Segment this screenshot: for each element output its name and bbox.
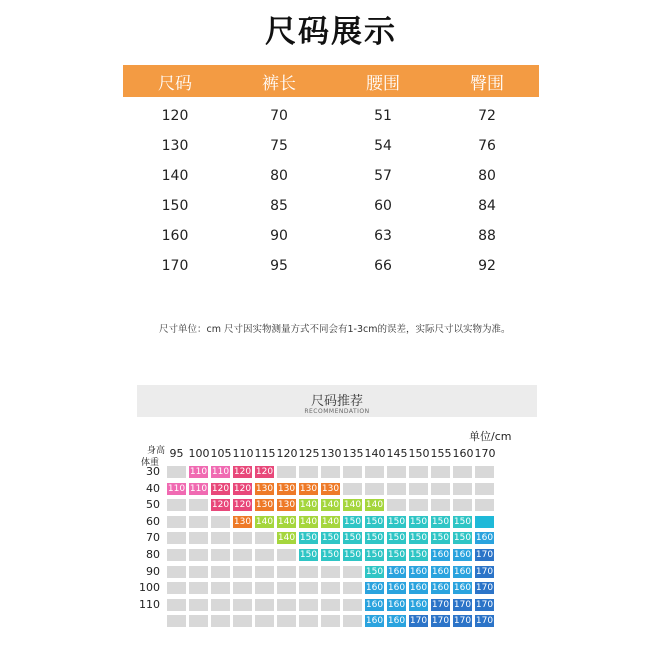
size-cell: 160	[453, 583, 472, 594]
size-cell: 120	[211, 500, 230, 511]
weight-label: 50	[146, 498, 160, 512]
size-cell: 150	[409, 533, 428, 544]
size-cell: 130	[277, 483, 296, 494]
empty-cell	[189, 549, 208, 561]
height-header: 170	[474, 447, 496, 460]
size-cell: 170	[475, 599, 494, 610]
size-cell: 130	[299, 483, 318, 494]
empty-cell	[277, 466, 296, 478]
size-cell: 150	[343, 533, 362, 544]
height-header: 110	[232, 447, 254, 460]
height-header: 100	[188, 447, 210, 460]
empty-cell	[299, 566, 318, 578]
weight-label: 30	[146, 465, 160, 478]
size-cell: 170	[453, 599, 472, 610]
empty-cell	[365, 483, 384, 495]
height-header: 95	[169, 447, 184, 460]
size-cell: 140	[277, 533, 296, 544]
size-cell: 160	[431, 583, 450, 594]
table-cell: 72	[478, 108, 496, 124]
size-cell: 160	[409, 583, 428, 594]
size-cell: 150	[365, 533, 384, 544]
size-cell: 140	[343, 500, 362, 511]
empty-cell	[211, 516, 230, 528]
table-cell: 88	[478, 228, 496, 244]
recommend-subtitle: RECOMMENDATION	[304, 408, 370, 415]
size-cell: 150	[321, 533, 340, 544]
empty-cell	[189, 615, 208, 627]
height-header: 140	[364, 447, 386, 460]
size-cell: 150	[299, 550, 318, 560]
size-cell: 110	[189, 467, 208, 477]
empty-cell	[277, 566, 296, 578]
size-cell: 170	[409, 616, 428, 627]
size-cell: 140	[321, 516, 340, 527]
table-cell: 80	[478, 168, 496, 184]
size-cell: 150	[365, 566, 384, 577]
size-cell: 150	[343, 516, 362, 527]
header-waist: 腰围	[331, 65, 435, 97]
table-cell: 75	[270, 138, 288, 154]
size-cell: 110	[211, 467, 230, 477]
table-row	[123, 97, 539, 131]
empty-cell	[299, 466, 318, 478]
size-cell: 160	[409, 599, 428, 610]
size-note: 尺寸单位：cm 尺寸因实物测量方式不同会有1-3cm的误差，实际尺寸以实物为准。	[159, 324, 511, 335]
corner-weight-label: 体重	[141, 458, 160, 468]
table-cell: 84	[478, 198, 496, 214]
table-cell: 85	[270, 198, 288, 214]
table-row	[123, 221, 539, 251]
table-cell: 80	[270, 168, 288, 184]
empty-cell	[453, 466, 472, 478]
empty-cell	[343, 483, 362, 495]
table-row	[123, 161, 539, 191]
table-cell: 130	[161, 138, 189, 154]
size-cell: 150	[387, 516, 406, 527]
empty-cell	[255, 549, 274, 561]
size-cell: 170	[475, 583, 494, 594]
recommend-header	[137, 385, 537, 417]
size-cell: 170	[475, 616, 494, 627]
empty-cell	[211, 532, 230, 544]
empty-cell	[233, 532, 252, 544]
table-cell: 140	[161, 168, 189, 184]
size-cell: 120	[233, 467, 252, 477]
size-cell: 160	[453, 566, 472, 577]
empty-cell	[255, 615, 274, 627]
table-cell: 92	[478, 258, 496, 274]
weight-label: 100	[139, 581, 160, 595]
empty-cell	[387, 466, 406, 478]
size-cell: 150	[409, 516, 428, 527]
corner-height-label: 身高	[147, 446, 166, 456]
size-table	[123, 65, 539, 281]
empty-cell	[233, 566, 252, 578]
weight-label: 90	[146, 564, 160, 578]
table-row	[123, 191, 539, 221]
size-cell: 150	[321, 550, 340, 560]
weight-label: 40	[146, 481, 160, 495]
empty-cell	[189, 532, 208, 544]
size-cell: 140	[365, 500, 384, 511]
empty-cell	[409, 483, 428, 495]
size-cell: 170	[475, 550, 494, 560]
empty-cell	[277, 582, 296, 594]
empty-cell	[211, 582, 230, 594]
empty-cell	[321, 599, 340, 611]
size-cell: 130	[321, 483, 340, 494]
size-cell: 160	[453, 550, 472, 560]
size-cell: 130	[277, 500, 296, 511]
table-cell: 51	[374, 108, 392, 124]
empty-cell	[277, 599, 296, 611]
size-cell: 150	[431, 533, 450, 544]
empty-cell	[343, 615, 362, 627]
table-cell: 95	[270, 258, 288, 274]
empty-cell	[299, 599, 318, 611]
table-cell: 54	[374, 138, 392, 154]
table-row	[123, 251, 539, 281]
size-cell: 120	[233, 500, 252, 511]
height-header: 145	[386, 447, 408, 460]
header-size: 尺码	[123, 65, 227, 97]
size-cell: 110	[189, 483, 208, 494]
size-cell: 140	[277, 516, 296, 527]
empty-cell	[299, 582, 318, 594]
empty-cell	[189, 516, 208, 528]
empty-cell	[167, 549, 186, 561]
size-cell: 160	[409, 566, 428, 577]
recommend-title: 尺码推荐	[310, 394, 363, 409]
table-cell: 120	[161, 108, 189, 124]
empty-cell	[233, 615, 252, 627]
empty-cell	[255, 582, 274, 594]
empty-cell	[167, 516, 186, 528]
empty-cell	[321, 582, 340, 594]
empty-cell	[189, 582, 208, 594]
empty-cell	[409, 499, 428, 511]
table-cell: 150	[161, 198, 189, 214]
height-header: 105	[210, 447, 232, 460]
height-header: 115	[254, 447, 276, 460]
size-cell: 160	[431, 566, 450, 577]
header-hip: 臀围	[435, 65, 539, 97]
empty-cell	[321, 566, 340, 578]
empty-cell	[211, 549, 230, 561]
empty-cell	[321, 615, 340, 627]
weight-label: 70	[146, 531, 160, 545]
table-row	[123, 131, 539, 161]
empty-cell	[233, 599, 252, 611]
height-header: 120	[276, 447, 298, 460]
empty-cell	[211, 599, 230, 611]
empty-cell	[189, 499, 208, 511]
empty-cell	[167, 615, 186, 627]
size-cell: 160	[365, 599, 384, 610]
empty-cell	[255, 532, 274, 544]
empty-cell	[453, 483, 472, 495]
empty-cell	[233, 582, 252, 594]
empty-cell	[255, 599, 274, 611]
header-pants-length: 裤长	[227, 65, 331, 97]
empty-cell	[167, 582, 186, 594]
empty-cell	[255, 566, 274, 578]
empty-cell	[475, 499, 494, 511]
size-table-header-row	[123, 65, 539, 97]
empty-cell	[431, 483, 450, 495]
empty-cell	[387, 499, 406, 511]
size-cell: 160	[387, 566, 406, 577]
size-cell: 150	[431, 516, 450, 527]
empty-cell	[167, 466, 186, 478]
size-cell: 160	[431, 550, 450, 560]
size-cell: 140	[299, 516, 318, 527]
weight-label: 60	[146, 514, 160, 528]
empty-cell	[189, 599, 208, 611]
empty-cell	[431, 466, 450, 478]
size-cell: 150	[453, 533, 472, 544]
size-cell: 160	[387, 616, 406, 627]
table-cell: 160	[161, 228, 189, 244]
empty-cell	[343, 466, 362, 478]
size-cell: 150	[409, 550, 428, 560]
height-header: 135	[342, 447, 364, 460]
size-cell: 170	[431, 616, 450, 627]
height-header: 150	[408, 447, 430, 460]
empty-cell	[475, 483, 494, 495]
empty-cell	[453, 499, 472, 511]
table-cell: 76	[478, 138, 496, 154]
page-title: 尺码展示	[265, 14, 397, 50]
empty-cell	[167, 566, 186, 578]
unit-label: 单位/cm	[469, 430, 512, 443]
size-cell: 150	[453, 516, 472, 527]
height-header: 160	[452, 447, 474, 460]
empty-cell	[189, 566, 208, 578]
size-cell: 160	[387, 583, 406, 594]
empty-cell	[343, 599, 362, 611]
size-cell: 150	[343, 550, 362, 560]
empty-cell	[211, 566, 230, 578]
size-cell: 170	[431, 599, 450, 610]
size-cell: 160	[387, 599, 406, 610]
empty-cell	[387, 483, 406, 495]
empty-cell	[343, 582, 362, 594]
size-cell: 150	[387, 550, 406, 560]
size-cell: 130	[255, 483, 274, 494]
size-cell: 170	[475, 566, 494, 577]
table-cell: 63	[374, 228, 392, 244]
empty-cell	[365, 466, 384, 478]
empty-cell	[409, 466, 428, 478]
table-cell: 57	[374, 168, 392, 184]
height-header: 125	[298, 447, 320, 460]
empty-cell	[167, 599, 186, 611]
size-cell: 160	[475, 533, 494, 544]
weight-label: 80	[146, 548, 160, 561]
weight-label: 110	[139, 597, 160, 611]
size-cell: 120	[211, 483, 230, 494]
size-cell: 160	[365, 583, 384, 594]
table-cell: 170	[161, 258, 189, 274]
size-cell: 140	[299, 500, 318, 511]
size-cell: 150	[387, 533, 406, 544]
size-cell: 160	[365, 616, 384, 627]
size-cell: 120	[233, 483, 252, 494]
empty-cell	[299, 615, 318, 627]
size-cell: 120	[255, 467, 274, 477]
table-cell: 66	[374, 258, 392, 274]
height-header: 130	[320, 447, 342, 460]
size-cell: 150	[299, 533, 318, 544]
size-cell: 140	[321, 500, 340, 511]
size-cell: 140	[255, 516, 274, 527]
size-cell: 130	[233, 516, 252, 527]
empty-cell	[431, 499, 450, 511]
empty-cell	[277, 615, 296, 627]
table-cell: 90	[270, 228, 288, 244]
size-cell: 110	[167, 483, 186, 494]
empty-cell	[343, 566, 362, 578]
height-header: 155	[430, 447, 452, 460]
empty-cell	[211, 615, 230, 627]
empty-cell	[167, 499, 186, 511]
size-cell: 150	[365, 550, 384, 560]
empty-cell	[277, 549, 296, 561]
empty-cell	[475, 466, 494, 478]
empty-cell	[475, 516, 494, 528]
size-cell: 150	[365, 516, 384, 527]
table-cell: 70	[270, 108, 288, 124]
table-cell: 60	[374, 198, 392, 214]
empty-cell	[321, 466, 340, 478]
size-cell: 170	[453, 616, 472, 627]
empty-cell	[233, 549, 252, 561]
size-cell: 130	[255, 500, 274, 511]
empty-cell	[167, 532, 186, 544]
